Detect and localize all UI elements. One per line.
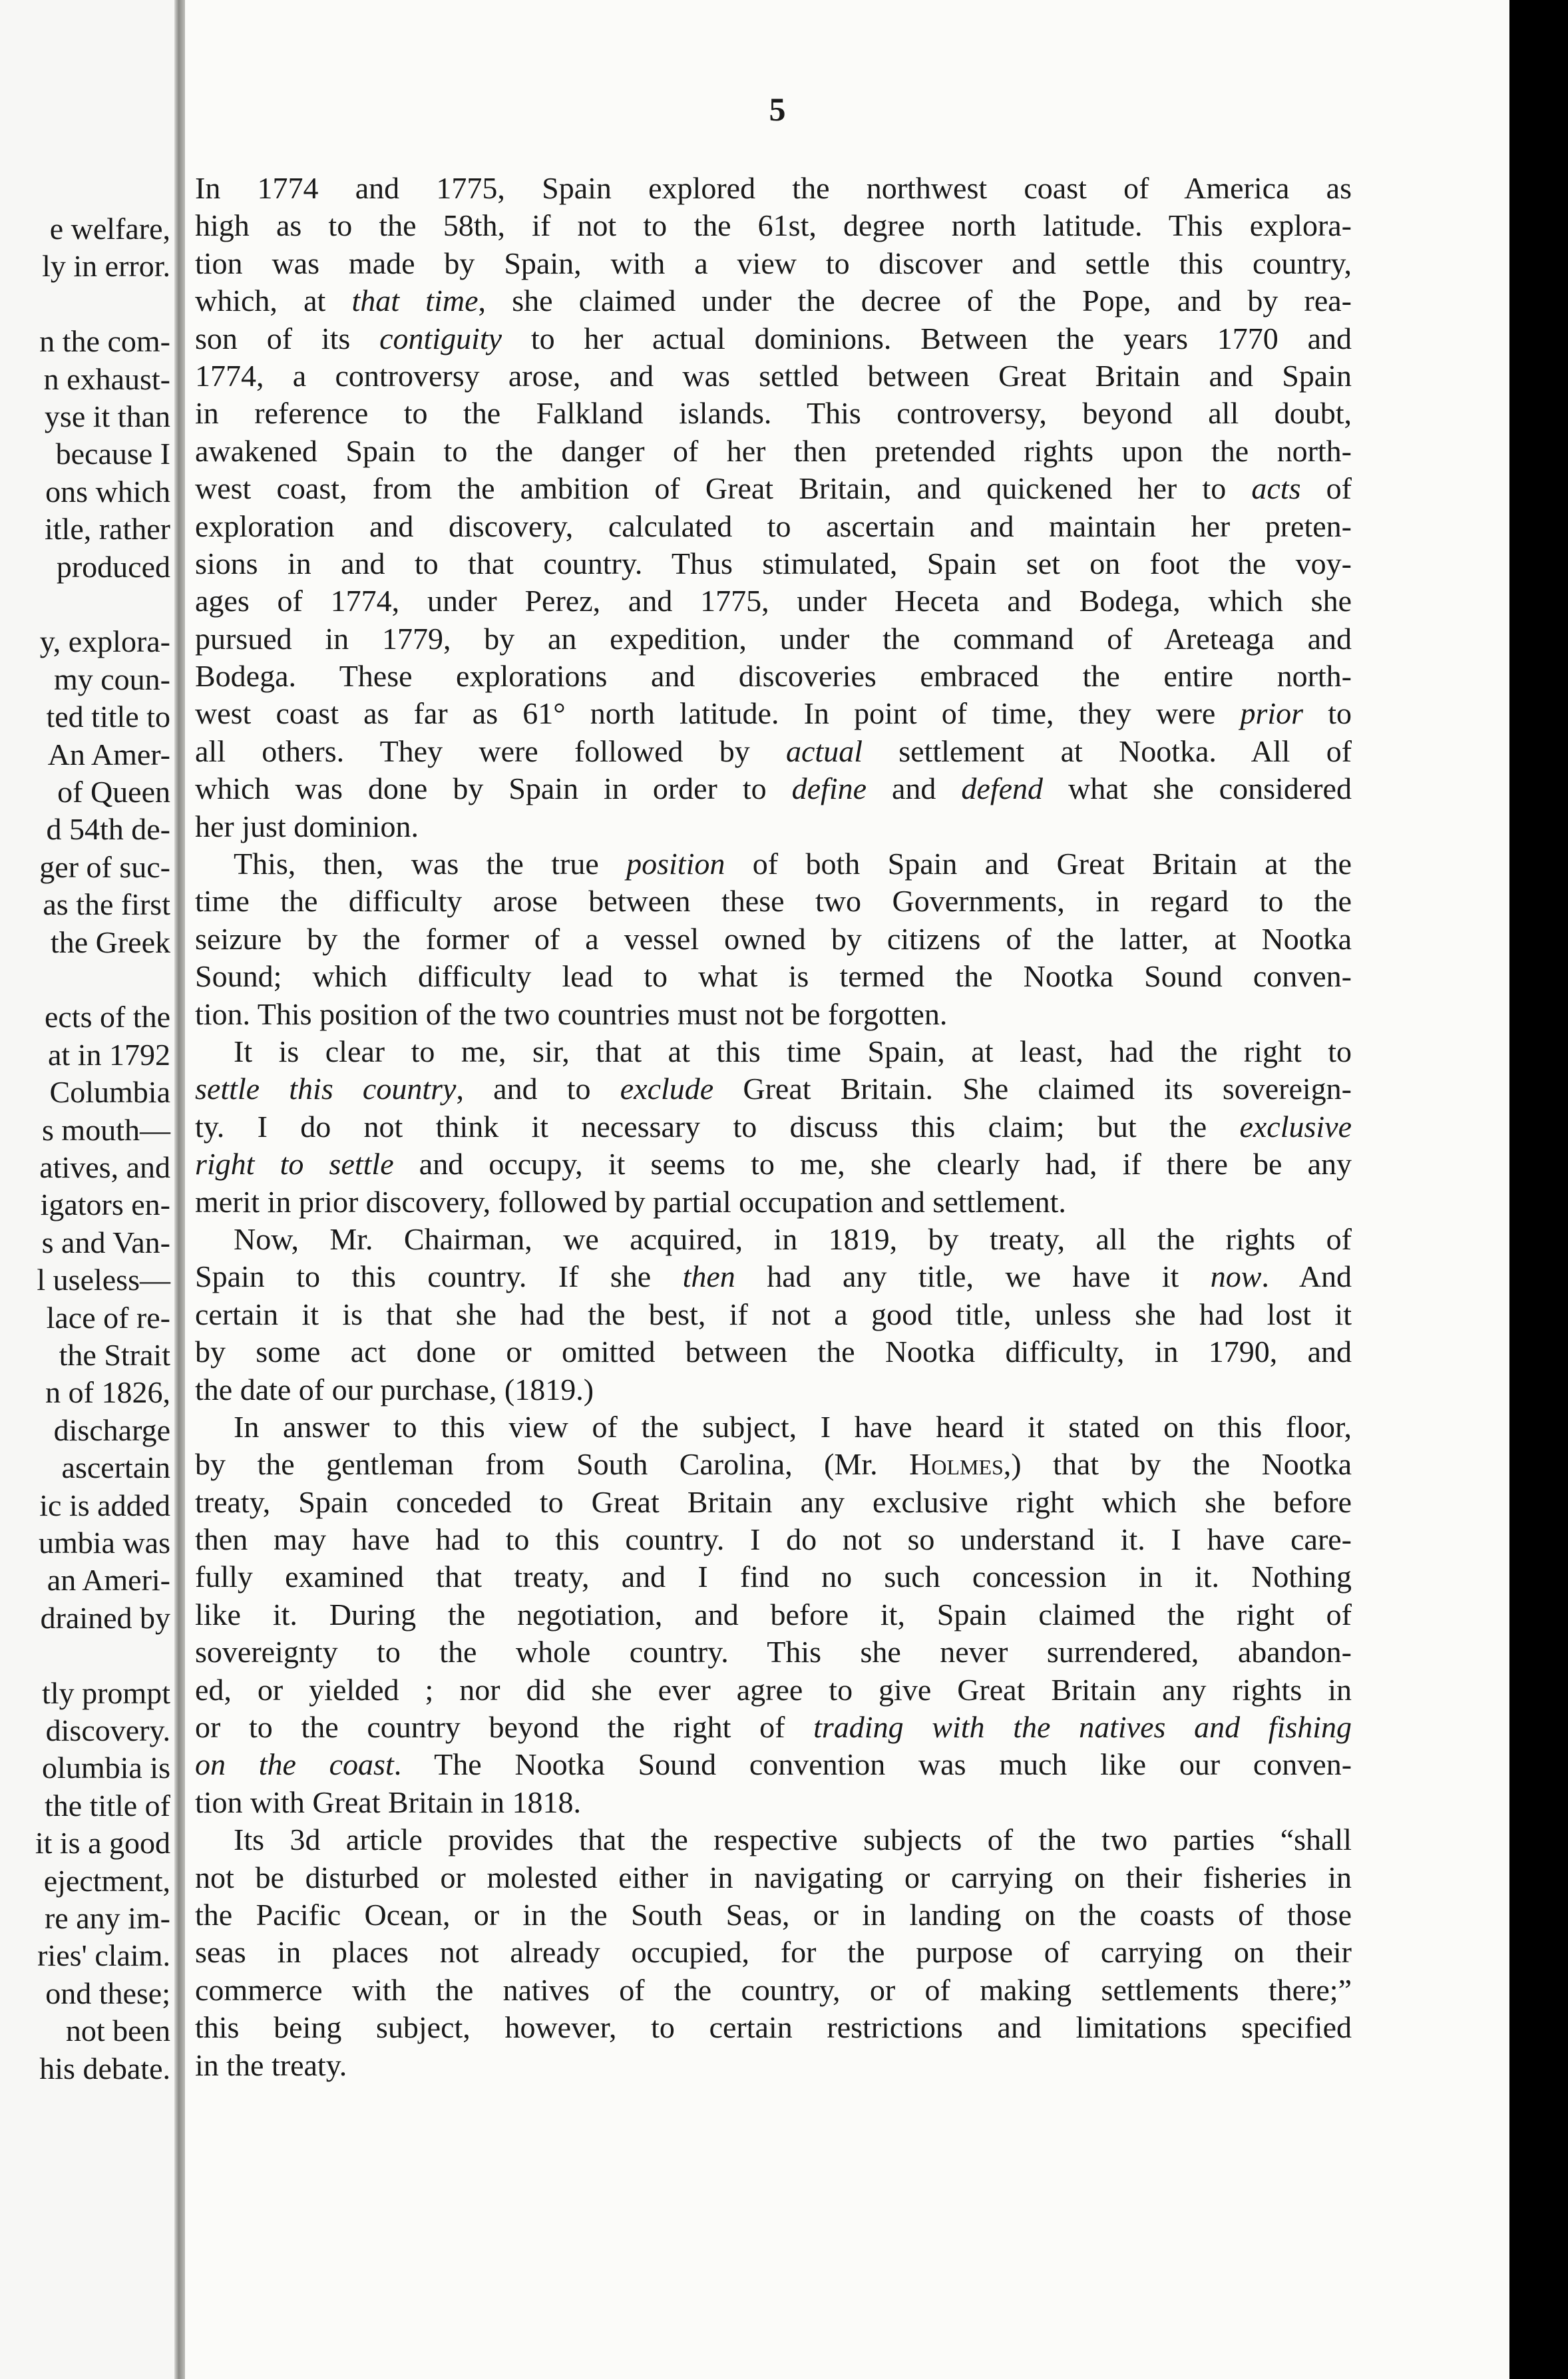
text-run: the date of our purchase, (1819.): [195, 1372, 594, 1406]
left-page-line: Columbia: [49, 1075, 170, 1110]
text-line: [195, 170, 1352, 207]
italic-text: exclude: [620, 1072, 714, 1106]
text-line: [195, 1484, 1352, 1521]
left-page-line: n of 1826,: [45, 1375, 170, 1410]
text-run: ages of 1774, under Perez, and 1775, under Heceta and Bodega, which she: [195, 584, 1352, 618]
left-page-line: ons which: [45, 474, 170, 509]
text-run: Spain to this country. If she: [195, 1259, 683, 1294]
text-line: [195, 620, 1352, 658]
text-run: tion. This position of the two countries must not be forgotten.: [195, 996, 948, 1031]
text-line: [195, 1671, 1352, 1709]
text-run: son of its: [195, 321, 380, 355]
text-run: In answer to this view of the subject, I have heard it stated on this floor,: [234, 1409, 1352, 1444]
text-run: and occupy, it seems to me, she clearly had, if there be any: [393, 1147, 1352, 1182]
left-page-line: the title of: [44, 1788, 170, 1823]
left-page-line: n exhaust-: [43, 361, 170, 396]
left-page-line: ejectment,: [43, 1863, 170, 1898]
text-run: by the gentleman from South Carolina, (Mr.: [195, 1447, 910, 1482]
text-run: . The Nootka Sound convention was much like our conven-: [393, 1747, 1352, 1782]
text-run: fully examined that treaty, and I find no such concession in it. Nothing: [195, 1560, 1352, 1594]
text-run: of: [1300, 471, 1352, 506]
text-run: settlement at Nootka. All of: [863, 734, 1352, 768]
text-line: [195, 883, 1352, 920]
text-run: ,) that by the Nootka: [1003, 1447, 1352, 1482]
left-page-line: as the first: [43, 887, 170, 922]
text-run: time the difficulty arose between these two Governments, in regard to the: [195, 884, 1352, 919]
left-page-line: n the com-: [39, 324, 170, 359]
left-page-line: olumbia is: [42, 1751, 170, 1785]
text-line: [195, 1184, 1352, 1221]
left-page-line: drained by: [40, 1600, 170, 1635]
text-line: [195, 1446, 1352, 1483]
left-page-line: because I: [55, 437, 170, 471]
text-run: tion with Great Britain in 1818.: [195, 1785, 582, 1819]
text-run: Bodega. These explorations and discoveries embraced the entire north-: [195, 659, 1352, 694]
italic-text: right to settle: [195, 1147, 394, 1182]
text-run: all others. They were followed by: [195, 734, 787, 768]
text-line: [195, 1821, 1352, 1858]
left-page-line: itle, rather: [44, 512, 170, 546]
text-run: seizure by the former of a vessel owned by citizens of the latter, at Nootka: [195, 921, 1352, 956]
text-run: , she claimed under the decree of the Pope, and by rea-: [478, 284, 1352, 318]
text-run: had any title, we have it: [735, 1259, 1211, 1294]
left-page-line: ascertain: [61, 1450, 170, 1485]
text-run: by some act done or omitted between the Nootka difficulty, in 1790, and: [195, 1335, 1352, 1369]
left-page-line: s and Van-: [41, 1225, 170, 1259]
left-page-line: l useless—: [37, 1263, 170, 1297]
text-run: which was done by Spain in order to: [195, 771, 792, 806]
italic-text: prior: [1240, 696, 1304, 731]
text-line: [195, 1558, 1352, 1596]
text-line: [195, 958, 1352, 995]
left-page-line: d 54th de-: [46, 812, 170, 847]
text-line: [195, 1972, 1352, 2009]
text-run: It is clear to me, sir, that at this time Spain, at least, had the right to: [234, 1034, 1352, 1068]
text-run: sions in and to that country. Thus stimulated, Spain set on foot the voy-: [195, 546, 1352, 580]
text-run: Holmes: [909, 1447, 1004, 1482]
left-page-line: ic is added: [39, 1488, 170, 1522]
text-line: [195, 357, 1352, 395]
text-run: this being subject, however, to certain restrictions and limitations specified: [195, 2010, 1352, 2045]
italic-text: trading with the natives and fishing: [813, 1710, 1352, 1745]
text-run: Now, Mr. Chairman, we acquired, in 1819, by treaty, all the rights of: [234, 1221, 1352, 1256]
left-page-line: y, explora-: [39, 624, 170, 659]
text-run: Sound; which difficulty lead to what is termed the Nootka Sound conven-: [195, 959, 1352, 994]
text-run: tion was made by Spain, with a view to discover and settle this country,: [195, 246, 1352, 280]
text-run: and: [867, 771, 962, 806]
text-run: which, at: [195, 284, 352, 318]
text-line: [195, 1108, 1352, 1146]
left-page-line: ond these;: [45, 1976, 170, 2010]
text-line: [195, 1333, 1352, 1371]
left-page-line: not been: [65, 2014, 170, 2048]
text-run: . And: [1261, 1259, 1352, 1294]
page-gutter: [174, 0, 185, 2379]
text-run: then may have had to this country. I do not so understand it. I have care-: [195, 1522, 1352, 1557]
left-page-line: the Strait: [59, 1338, 170, 1372]
text-run: not be disturbed or molested either in navigating or carrying on their fisheries in: [195, 1860, 1352, 1894]
italic-text: now: [1210, 1259, 1262, 1294]
text-run: the Pacific Ocean, or in the South Seas, or in landing on the coasts of those: [195, 1897, 1352, 1932]
text-run: to: [1303, 696, 1352, 731]
left-page-line: An Amer-: [47, 737, 170, 771]
text-run: merit in prior discovery, followed by partial occupation and settlement.: [195, 1184, 1066, 1219]
text-run: seas in places not already occupied, for the purpose of carrying on their: [195, 1935, 1352, 1970]
left-page-line: ly in error.: [42, 249, 170, 284]
text-run: Its 3d article provides that the respective subjects of the two parties “shall: [234, 1823, 1352, 1857]
left-page-line: discharge: [53, 1412, 170, 1447]
right-page: [185, 0, 1509, 2379]
text-line: [195, 1746, 1352, 1783]
text-run: ty. I do not think it necessary to discuss this claim; but the: [195, 1109, 1240, 1144]
italic-text: actual: [786, 734, 863, 768]
text-run: in reference to the Falkland islands. This controversy, beyond all doubt,: [195, 396, 1352, 431]
left-page-line: of Queen: [57, 775, 170, 809]
text-run: what she considered: [1043, 771, 1352, 806]
page-number: 5: [769, 91, 786, 128]
text-line: [195, 545, 1352, 582]
left-page-line: s mouth—: [42, 1112, 170, 1147]
text-line: [195, 845, 1352, 883]
italic-text: exclusive: [1239, 1109, 1352, 1144]
text-line: [195, 1070, 1352, 1108]
text-run: west coast, from the ambition of Great Britain, and quickened her to: [195, 471, 1252, 506]
text-run: awakened Spain to the danger of her then pretended rights upon the north-: [195, 433, 1352, 468]
text-line: [195, 1521, 1352, 1558]
text-line: [195, 395, 1352, 432]
left-page-line: my coun-: [53, 662, 170, 696]
text-run: of both Spain and Great Britain at the: [725, 847, 1352, 881]
left-page-line: his debate.: [39, 2051, 170, 2085]
text-run: Great Britain. She claimed its sovereign-: [713, 1072, 1352, 1106]
body-text: [195, 170, 1352, 2084]
text-line: [195, 1258, 1352, 1295]
left-page-line: at in 1792: [48, 1037, 170, 1072]
text-line: [195, 1146, 1352, 1183]
left-page-line: yse it than: [44, 399, 170, 433]
left-page-line: ted title to: [46, 700, 170, 734]
left-page-line: re any im-: [44, 1901, 170, 1935]
left-page-line: it is a good: [35, 1826, 170, 1860]
text-line: [195, 1296, 1352, 1333]
text-run: ed, or yielded ; nor did she ever agree to give Great Britain any rights in: [195, 1672, 1352, 1707]
text-line: [195, 1859, 1352, 1896]
left-page-line: atives, and: [39, 1150, 170, 1184]
text-line: [195, 1371, 1352, 1408]
left-page-line: ects of the: [44, 1000, 170, 1034]
text-line: [195, 808, 1352, 845]
text-run: commerce with the natives of the country, or of making settlements there;”: [195, 1972, 1352, 2007]
left-page-line: umbia was: [38, 1526, 170, 1560]
left-page-fragment: [0, 0, 174, 2379]
text-run: in the treaty.: [195, 2048, 347, 2082]
text-line: [195, 1709, 1352, 1746]
italic-text: settle this country: [195, 1072, 457, 1106]
text-line: [195, 1033, 1352, 1070]
left-page-line: e welfare,: [49, 212, 170, 246]
text-line: [195, 470, 1352, 507]
left-page-line: discovery.: [45, 1713, 170, 1747]
text-run: , and to: [456, 1072, 620, 1106]
text-line: [195, 658, 1352, 695]
text-run: to her actual dominions. Between the years 1770 and: [502, 321, 1352, 355]
text-line: [195, 733, 1352, 770]
text-line: [195, 695, 1352, 732]
italic-text: position: [626, 847, 725, 881]
left-page-line: tly prompt: [42, 1675, 170, 1710]
italic-text: define: [791, 771, 867, 806]
italic-text: then: [682, 1259, 735, 1294]
text-line: [195, 1221, 1352, 1258]
text-line: [195, 996, 1352, 1033]
italic-text: defend: [961, 771, 1044, 806]
text-run: west coast as far as 61° north latitude. In point of time, they were: [195, 696, 1241, 731]
left-page-line: produced: [56, 549, 170, 584]
text-run: This, then, was the true: [234, 847, 627, 881]
text-line: [195, 1408, 1352, 1446]
text-line: [195, 1896, 1352, 1934]
text-run: pursued in 1779, by an expedition, under the command of Areteaga and: [195, 621, 1352, 656]
text-line: [195, 245, 1352, 282]
text-run: sovereignty to the whole country. This she never surrendered, abandon-: [195, 1635, 1352, 1669]
text-line: [195, 2009, 1352, 2046]
text-run: like it. During the negotiation, and before it, Spain claimed the right of: [195, 1597, 1352, 1631]
text-run: 1774, a controversy arose, and was settled between Great Britain and Spain: [195, 358, 1352, 393]
text-line: [195, 582, 1352, 620]
italic-text: acts: [1251, 471, 1301, 506]
text-line: [195, 508, 1352, 545]
left-page-line: ries' claim.: [37, 1938, 170, 1973]
left-page-line: the Greek: [50, 925, 170, 959]
text-run: or to the country beyond the right of: [195, 1710, 814, 1745]
text-run: her just dominion.: [195, 809, 419, 843]
text-run: In 1774 and 1775, Spain explored the northwest coast of America as: [195, 171, 1352, 205]
italic-text: that time: [351, 284, 479, 318]
text-run: high as to the 58th, if not to the 61st, degree north latitude. This explora-: [195, 208, 1352, 243]
left-page-line: igators en-: [40, 1188, 170, 1222]
text-line: [195, 1596, 1352, 1633]
left-page-line: an Ameri-: [47, 1563, 170, 1598]
left-page-line: ger of suc-: [39, 849, 170, 884]
text-line: [195, 320, 1352, 357]
text-run: treaty, Spain conceded to Great Britain any exclusive right which she before: [195, 1484, 1352, 1519]
text-run: exploration and discovery, calculated to ascertain and maintain her preten-: [195, 509, 1352, 543]
text-line: [195, 921, 1352, 958]
left-page-line: lace of re-: [46, 1300, 170, 1335]
text-line: [195, 433, 1352, 470]
text-line: [195, 1934, 1352, 1971]
text-line: [195, 770, 1352, 807]
text-line: [195, 1784, 1352, 1821]
italic-text: on the coast: [195, 1747, 394, 1782]
text-line: [195, 207, 1352, 244]
text-run: certain it is that she had the best, if not a good title, unless she had lost it: [195, 1297, 1352, 1331]
italic-text: contiguity: [379, 321, 502, 355]
text-line: [195, 1633, 1352, 1671]
text-line: [195, 2047, 1352, 2084]
text-line: [195, 282, 1352, 320]
